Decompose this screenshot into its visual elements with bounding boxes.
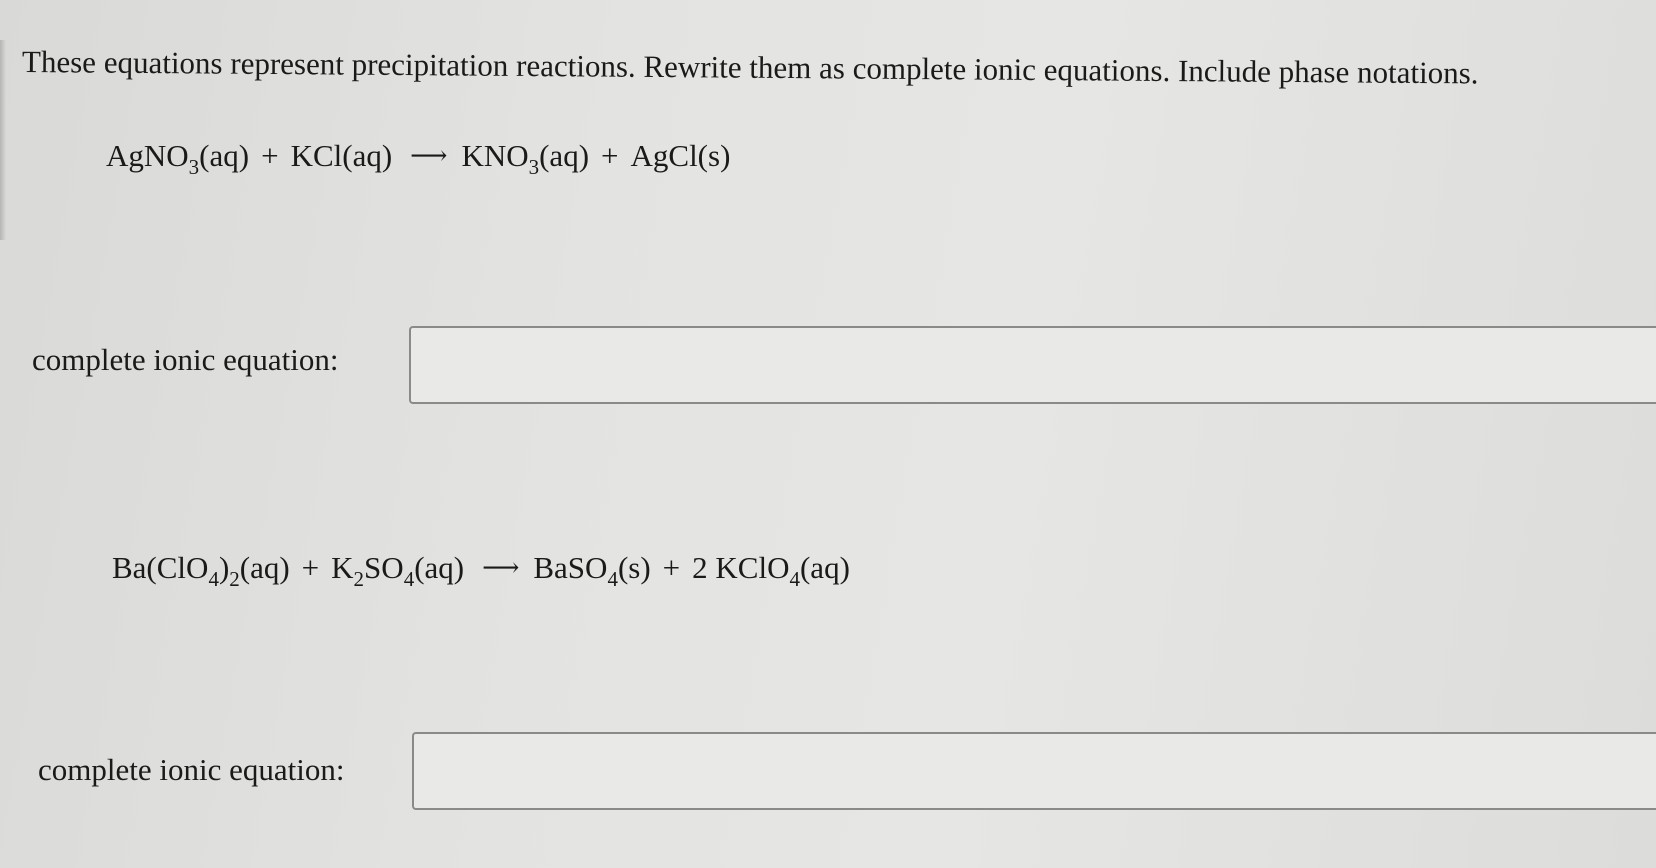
eq2-product-baso4: BaSO$_4$(s) (533, 550, 651, 591)
complete-ionic-equation-input-1[interactable] (409, 326, 1656, 404)
plus-sign: + (301, 550, 320, 585)
question-instruction: These equations represent precipitation reactions. Rewrite them as complete ionic equations. Include phase notations. (21, 44, 1479, 91)
plus-sign: + (662, 550, 681, 585)
equation-2 (112, 550, 850, 591)
eq1-product-agcl: AgCl(s) (630, 138, 731, 173)
reaction-arrow-icon: ⟶ (482, 553, 520, 582)
eq2-reactant-ba-clo4-2: $Ba(ClO_4)_2(aq)$ (112, 550, 290, 591)
answer-label-2: complete ionic equation: (38, 752, 345, 787)
eq1-reactant-kcl: KCl(aq) (290, 138, 393, 173)
eq1-product-kno3: $KNO_3(aq)$ (461, 138, 590, 179)
plus-sign: + (261, 138, 279, 173)
reaction-arrow-icon: ⟶ (410, 141, 448, 170)
eq2-product-kclo4: 2 KClO$_4$(aq) (692, 550, 850, 591)
eq2-reactant-k2so4: $K_2SO_4(aq)$ (331, 550, 465, 591)
complete-ionic-equation-input-2[interactable] (412, 732, 1656, 810)
eq1-reactant-agno3: AgNO$_3$(aq) (106, 138, 250, 179)
plus-sign: + (601, 138, 619, 173)
equation-1 (106, 138, 731, 179)
answer-label-1: complete ionic equation: (32, 342, 339, 377)
page-edge-shadow (0, 40, 6, 240)
